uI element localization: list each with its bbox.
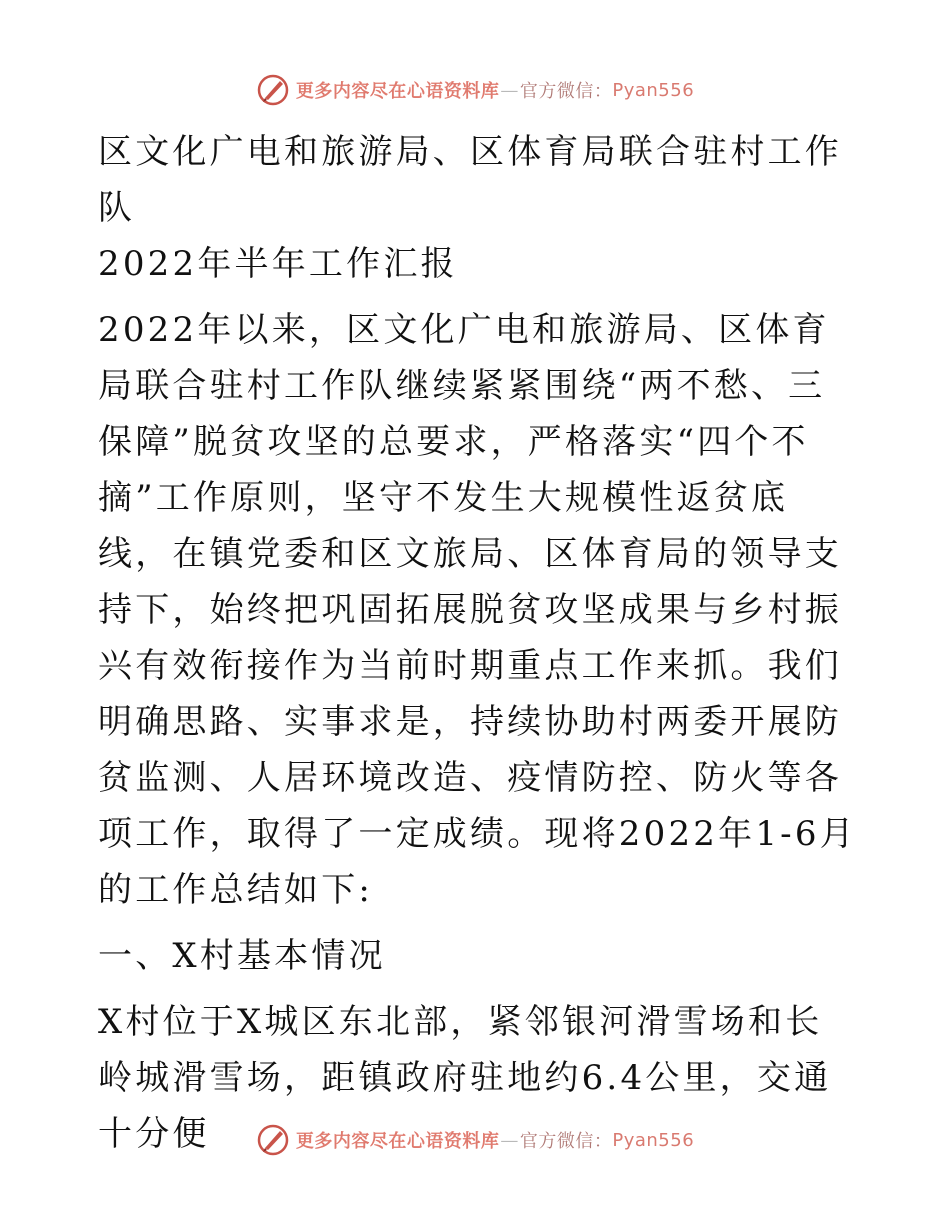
- intro-paragraph: 2022年以来，区文化广电和旅游局、区体育局联合驻村工作队继续紧紧围绕“两不愁、三保障”脱贫攻坚的总要求，严格落实“四个不摘”工作原则，坚守不发生大规模性返贫底线，在镇党委和区文旅局、区体育局的领导支持下，始终把巩固拓展脱贫攻坚成果与乡村振兴有效衔接作为当前时期重点工作来抓。我们明确思路、实事求是，持续协助村两委开展防贫监测、人居环境改造、疫情防控、防火等各项工作，取得了一定成绩。现将2022年1-6月的工作总结如下:: [98, 310, 857, 910]
- watermark-main-text: 更多内容尽在心语资料库: [295, 81, 500, 102]
- watermark-wechat-label: 官方微信：: [519, 1131, 613, 1152]
- section-paragraph: X村位于X城区东北部，紧邻银河滑雪场和长岭城滑雪场，距镇政府驻地约6.4公里，交通十分便: [98, 1002, 832, 1154]
- quill-pen-logo-icon: [256, 73, 290, 107]
- watermark-main-text: 更多内容尽在心语资料库: [295, 1131, 500, 1152]
- watermark-footer: [0, 1122, 950, 1158]
- watermark-wechat-id: Pyan556: [612, 79, 695, 101]
- title-line-2: 2022年半年工作汇报: [98, 244, 458, 284]
- watermark-wechat-id: Pyan556: [612, 1129, 695, 1151]
- document-body: [98, 124, 858, 1172]
- section-heading: 一、X村基本情况: [98, 936, 386, 976]
- watermark-separator: —: [500, 1129, 519, 1151]
- title-line-1: 区文化广电和旅游局、区体育局联合驻村工作队: [98, 132, 842, 228]
- watermark-header: [0, 72, 950, 108]
- document-title: [98, 124, 858, 292]
- quill-pen-logo-icon: [256, 1123, 290, 1157]
- watermark-wechat-label: 官方微信：: [519, 81, 613, 102]
- watermark-separator: —: [500, 79, 519, 101]
